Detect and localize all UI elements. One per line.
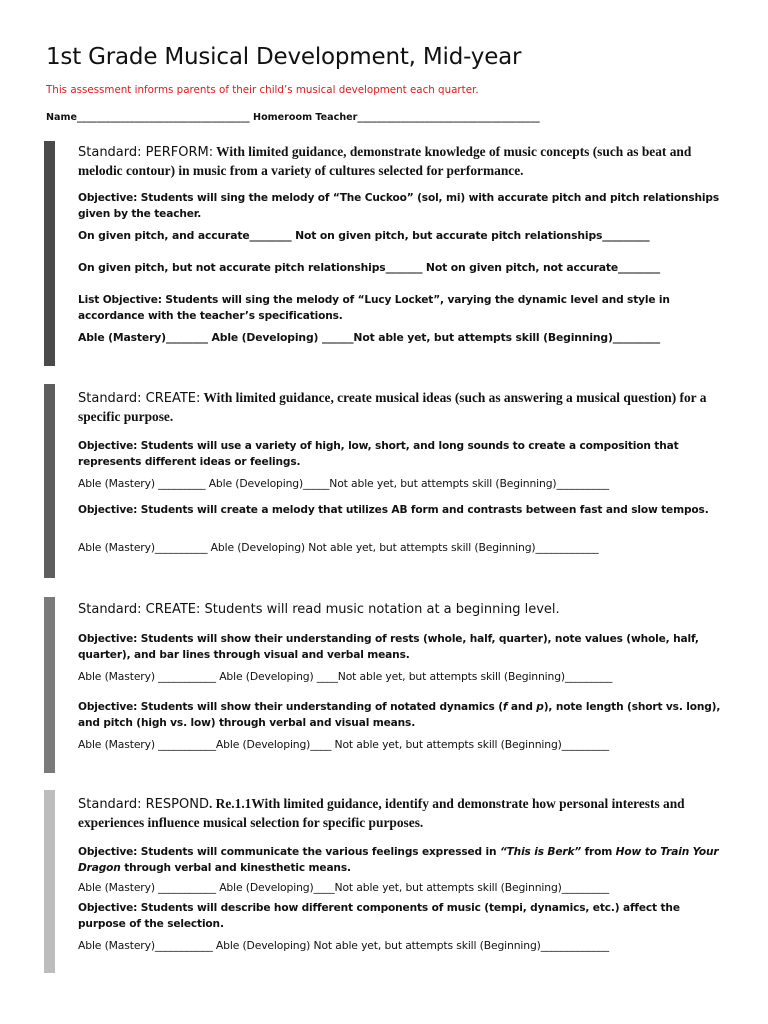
rating-line[interactable]: On given pitch, and accurate________ Not on given pitch, but accurate pitch relationships_________ bbox=[78, 229, 650, 242]
section-notation bbox=[78, 601, 728, 753]
section-bar-perform bbox=[44, 141, 55, 366]
standard-text bbox=[78, 795, 728, 832]
objective-part: from bbox=[581, 846, 616, 858]
objective-text: List Objective: Students will sing the melody of “Lucy Locket”, varying the dynamic level and style in accordance with the teacher’s specifications. bbox=[78, 294, 670, 322]
standard-text bbox=[78, 389, 728, 426]
objective-text: Objective: Students will sing the melody of “The Cuckoo” (sol, mi) with accurate pitch and pitch relationships given by the teacher. bbox=[78, 192, 720, 220]
section-bar-respond bbox=[44, 790, 55, 973]
rating-line[interactable]: Able (Mastery) ___________ Able (Developing)____Not able yet, but attempts skill (Beginning)_________ bbox=[78, 881, 609, 894]
standard-body: With limited guidance, create musical ideas (such as answering a musical question) for a specific purpose. bbox=[78, 390, 707, 424]
objective-part: Objective: Students will communicate the various feelings expressed in bbox=[78, 846, 500, 858]
objective-text: Objective: Students will create a melody that utilizes AB form and contrasts between fast and slow tempos. bbox=[78, 504, 709, 516]
rating-line[interactable]: Able (Mastery)___________ Able (Developing) Not able yet, but attempts skill (Beginning)_____________ bbox=[78, 939, 609, 952]
section-bar-create bbox=[44, 384, 55, 578]
objective-text: Objective: Students will use a variety of high, low, short, and long sounds to create a composition that represents different ideas or feelings. bbox=[78, 440, 679, 468]
page-subtitle: This assessment informs parents of their child’s musical development each quarter. bbox=[46, 84, 479, 96]
rating-line[interactable]: Able (Mastery) ___________Able (Developing)____ Not able yet, but attempts skill (Beginning)_________ bbox=[78, 738, 609, 751]
standard-text bbox=[78, 143, 728, 180]
section-respond bbox=[78, 795, 728, 954]
standard-body: . Re.1.1With limited guidance, identify and demonstrate how personal interests and experiences influence musical selection for specific purposes. bbox=[78, 796, 685, 830]
rating-line[interactable]: On given pitch, but not accurate pitch relationships_______ Not on given pitch, not accurate________ bbox=[78, 261, 661, 274]
dynamic-piano: p bbox=[536, 701, 544, 713]
standard-label: Standard: PERFORM: bbox=[78, 145, 214, 160]
objective-text: Objective: Students will describe how different components of music (tempi, dynamics, etc.) affect the purpose of the selection. bbox=[78, 902, 680, 930]
objective-part: Objective: Students will show their understanding of notated dynamics ( bbox=[78, 701, 503, 713]
standard-label: Standard: CREATE: bbox=[78, 391, 201, 406]
song-title: “This is Berk” bbox=[499, 846, 582, 858]
objective-part: and bbox=[507, 701, 537, 713]
objective-text bbox=[78, 699, 728, 731]
film-title: How to Train Your Dragon bbox=[78, 846, 719, 874]
page-title: 1st Grade Musical Development, Mid-year bbox=[46, 44, 522, 70]
standard-body: With limited guidance, demonstrate knowledge of music concepts (such as beat and melodic contour) in music from a variety of cultures selected for performance. bbox=[78, 144, 692, 178]
section-perform bbox=[78, 143, 728, 346]
rating-line[interactable]: Able (Mastery) _________ Able (Developing)_____Not able yet, but attempts skill (Beginning)__________ bbox=[78, 477, 609, 490]
standard-text: Standard: CREATE: Students will read music notation at a beginning level. bbox=[78, 602, 560, 617]
rating-line[interactable]: Able (Mastery)________ Able (Developing) ______Not able yet, but attempts skill (Beginning)_________ bbox=[78, 331, 661, 344]
objective-text bbox=[78, 844, 728, 876]
objective-part: ), note length (short vs. long), and pitch (high vs. low) through verbal and visual means. bbox=[78, 701, 721, 729]
objective-part: through verbal and kinesthetic means. bbox=[120, 862, 351, 874]
rating-line[interactable]: Able (Mastery) ___________ Able (Developing) ____Not able yet, but attempts skill (Beginning)_________ bbox=[78, 670, 613, 683]
name-teacher-line[interactable]: Name____________________________________ Homeroom Teacher______________________________________ bbox=[46, 112, 540, 123]
rating-line[interactable]: Able (Mastery)__________ Able (Developing) Not able yet, but attempts skill (Beginning)____________ bbox=[78, 541, 599, 554]
objective-text: Objective: Students will show their understanding of rests (whole, half, quarter), note values (whole, half, quarter), and bar lines through visual and verbal means. bbox=[78, 633, 699, 661]
section-bar-notation bbox=[44, 597, 55, 773]
section-create bbox=[78, 389, 728, 556]
standard-label: Standard: RESPOND bbox=[78, 797, 209, 812]
dynamic-forte: f bbox=[502, 701, 508, 713]
